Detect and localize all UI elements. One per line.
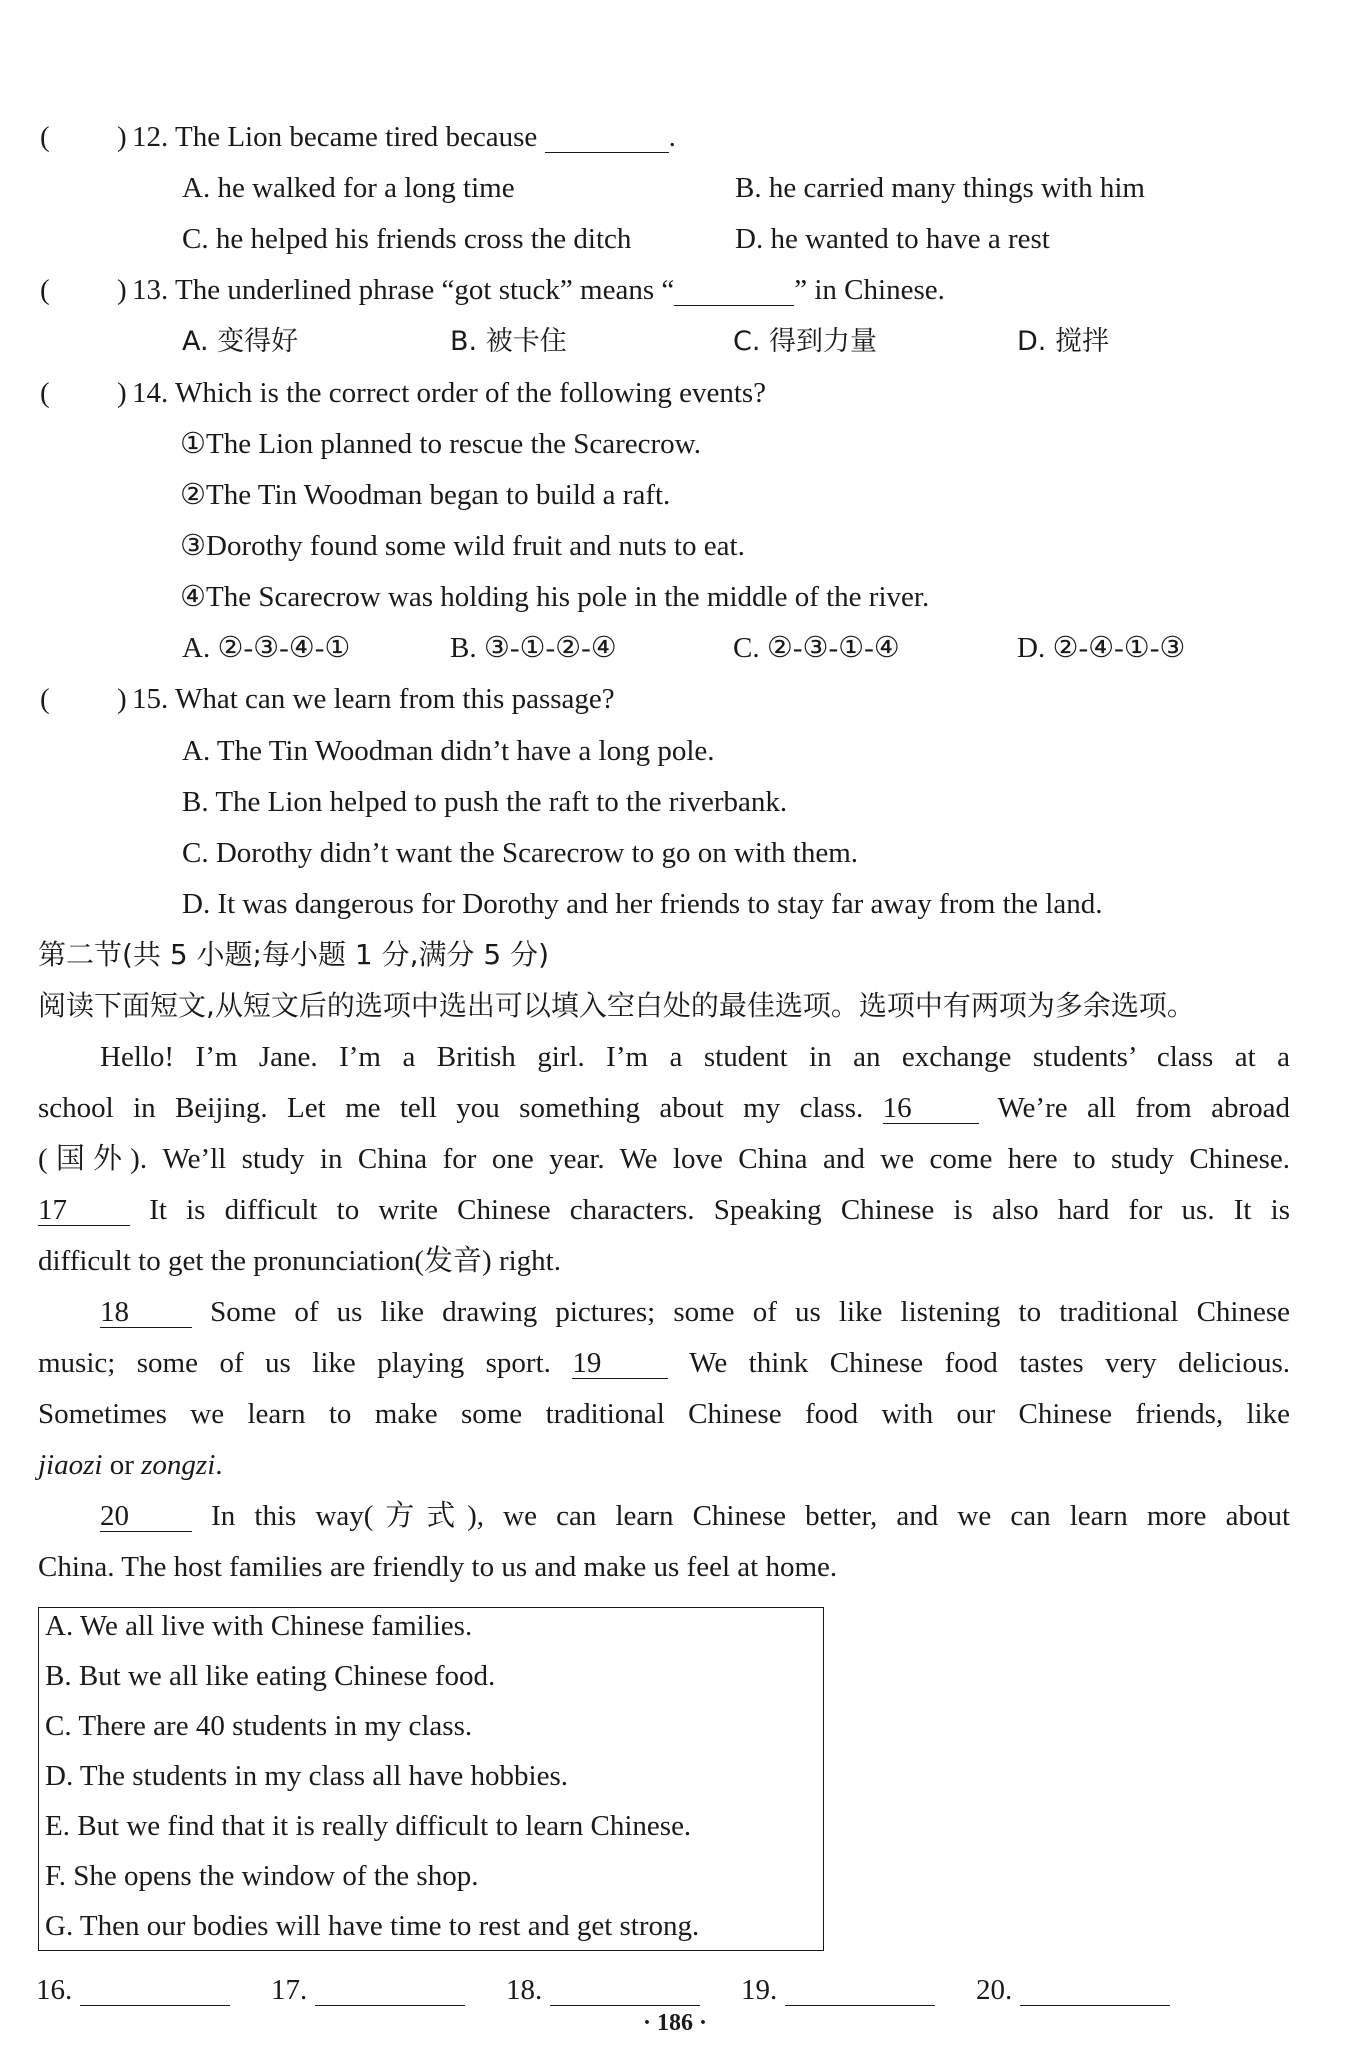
answer-slot-19 [741,1970,935,2010]
passage-line [38,1190,1290,1230]
blank-16: 16 [883,1093,979,1124]
choice-b: B. But we all like eating Chinese food. [45,1660,496,1692]
option-a: A. he walked for a long time [182,172,515,204]
answer-bracket-close: ) [117,683,127,715]
passage-line: China. The host families are friendly to us and make us feel at home. [38,1551,838,1583]
answer-bracket-close: ) [117,121,127,153]
option-d: D. It was dangerous for Dorothy and her friends to stay far away from the land. [182,888,1103,920]
question-text: The underlined phrase “got stuck” means “ [174,274,675,306]
answer-label: 19. [741,1974,778,2006]
choice-a: A. We all live with Chinese families. [45,1610,473,1642]
answer-label: 18. [506,1974,543,2006]
answer-label: 17. [271,1974,308,2006]
passage-line [38,1445,223,1485]
answer-blank[interactable] [80,1975,230,2006]
question-number: 13. [132,274,169,306]
question-text-end: ” in Chinese. [794,274,945,306]
passage-line [38,1343,1290,1383]
question-13-stem [132,270,945,310]
passage-text: In this way(方式), we can learn Chinese better, and we can learn more about [211,1500,1290,1532]
option-b: B. ③-①-②-④ [450,632,617,664]
option-b: B. 被卡住 [450,326,567,357]
passage-text: school in Beijing. Let me tell you something about my class. [38,1092,864,1124]
passage-text: Some of us like drawing pictures; some of us like listening to traditional Chinese [210,1296,1290,1328]
option-b: B. The Lion helped to push the raft to the riverbank. [182,786,788,818]
option-c: C. Dorothy didn’t want the Scarecrow to go on with them. [182,837,859,869]
question-number: 14. [132,377,169,409]
answer-blank [674,275,794,306]
option-a: A. The Tin Woodman didn’t have a long pole. [182,735,715,767]
option-c: C. ②-③-①-④ [733,632,900,664]
event-2: ②The Tin Woodman began to build a raft. [180,479,671,511]
question-14-stem [132,373,766,413]
question-text-end: . [668,121,676,153]
question-text: Which is the correct order of the following events? [174,377,767,409]
blank-19: 19 [572,1348,668,1379]
option-c: C. 得到力量 [733,326,878,357]
section-heading: 第二节(共 5 小题;每小题 1 分,满分 5 分) [38,938,550,971]
question-12-stem [132,117,676,157]
passage-text: music; some of us like playing sport. [38,1347,551,1379]
passage-text: It is difficult to write Chinese characters. Speaking Chinese is also hard for us. It is [149,1194,1291,1226]
passage-line [100,1292,1290,1332]
event-1: ①The Lion planned to rescue the Scarecrow. [180,428,701,460]
question-text: The Lion became tired because [174,121,538,153]
answer-slot-20 [976,1970,1170,2010]
passage-text: . [215,1449,223,1481]
option-d: D. he wanted to have a rest [735,223,1050,255]
answer-bracket-open: ( [40,121,50,153]
blank-17: 17 [38,1195,130,1226]
choice-e: E. But we find that it is really difficult to learn Chinese. [45,1810,692,1842]
passage-text: We’re all from abroad [997,1092,1290,1124]
option-a: A. ②-③-④-① [182,632,351,664]
blank-20: 20 [100,1501,192,1532]
passage-line: Hello! I’m Jane. I’m a British girl. I’m a student in an exchange students’ class at a [100,1041,1290,1073]
answer-bracket-open: ( [40,274,50,306]
choice-c: C. There are 40 students in my class. [45,1710,473,1742]
option-d: D. ②-④-①-③ [1017,632,1186,664]
question-number: 15. [132,683,169,715]
passage-line: difficult to get the pronunciation(发音) right. [38,1245,561,1277]
passage-line: (国外). We’ll study in China for one year. We love China and we come here to study Chinese. [38,1143,1290,1175]
answer-slot-16 [36,1970,230,2010]
answer-bracket-close: ) [117,274,127,306]
question-15-stem [132,679,615,719]
passage-text: We think Chinese food tastes very delicious. [689,1347,1291,1379]
passage-italic-word: zongzi [141,1449,216,1481]
section-instruction: 阅读下面短文,从短文后的选项中选出可以填入空白处的最佳选项。选项中有两项为多余选项。 [38,989,1195,1022]
passage-line: Sometimes we learn to make some traditional Chinese food with our Chinese friends, like [38,1398,1290,1430]
answer-label: 20. [976,1974,1013,2006]
choices-box [38,1607,824,1951]
answer-bracket-close: ) [117,377,127,409]
answer-blank[interactable] [315,1975,465,2006]
option-a: A. 变得好 [182,326,299,357]
answer-blank[interactable] [1020,1975,1170,2006]
option-d: D. 搅拌 [1017,326,1109,357]
answer-blank [545,122,669,153]
answer-slot-18 [506,1970,700,2010]
answer-label: 16. [36,1974,73,2006]
option-b: B. he carried many things with him [735,172,1145,204]
choice-d: D. The students in my class all have hobbies. [45,1760,568,1792]
question-number: 12. [132,121,169,153]
answer-bracket-open: ( [40,377,50,409]
answer-slot-17 [271,1970,465,2010]
question-text: What can we learn from this passage? [174,683,615,715]
option-c: C. he helped his friends cross the ditch [182,223,632,255]
answer-bracket-open: ( [40,683,50,715]
event-3: ③Dorothy found some wild fruit and nuts to eat. [180,530,745,562]
passage-line [100,1496,1290,1536]
blank-18: 18 [100,1297,192,1328]
passage-text: or [109,1449,134,1481]
choice-g: G. Then our bodies will have time to rest and get strong. [45,1910,700,1942]
passage-italic-word: jiaozi [38,1449,103,1481]
choice-f: F. She opens the window of the shop. [45,1860,479,1892]
answer-blank[interactable] [785,1975,935,2006]
passage-line [38,1088,1290,1128]
event-4: ④The Scarecrow was holding his pole in the middle of the river. [180,581,930,613]
page-number: · 186 · [642,2010,707,2036]
answer-blank[interactable] [550,1975,700,2006]
